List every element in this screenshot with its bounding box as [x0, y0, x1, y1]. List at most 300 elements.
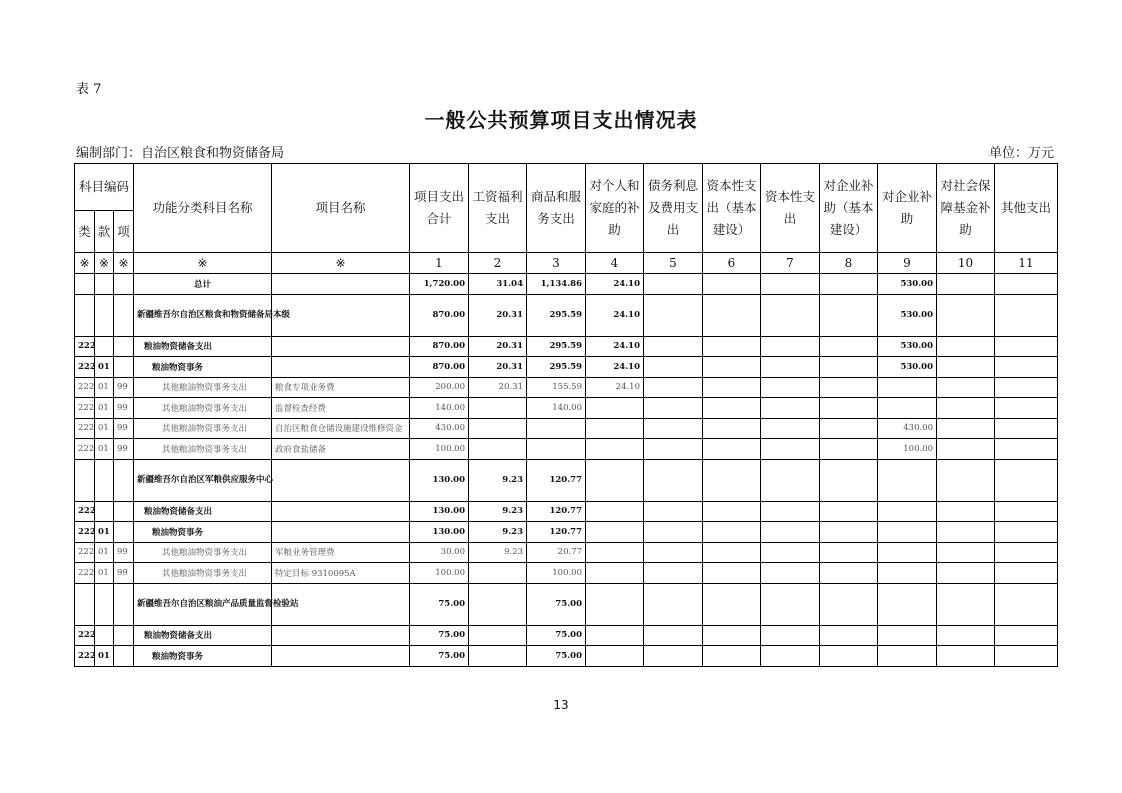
c4-cell: 24.10 — [586, 294, 644, 336]
c4-cell — [586, 439, 644, 460]
c10-cell — [937, 398, 995, 419]
c6-cell — [703, 377, 761, 398]
mark-cell: ※ — [272, 253, 410, 274]
c9-cell — [878, 583, 937, 625]
table-row — [75, 501, 1058, 522]
c5-cell — [644, 398, 703, 419]
c10-cell — [937, 625, 995, 646]
kuan-cell: 01 — [95, 398, 114, 419]
c6-cell — [703, 501, 761, 522]
c1-cell: 130.00 — [410, 522, 469, 543]
c11-cell — [995, 274, 1058, 295]
c11-cell — [995, 336, 1058, 357]
colnum-cell: 3 — [527, 253, 586, 274]
lei-cell: 222 — [75, 357, 95, 378]
c6-cell — [703, 294, 761, 336]
c3-cell: 295.59 — [527, 294, 586, 336]
c1-cell: 130.00 — [410, 501, 469, 522]
c3-cell: 100.00 — [527, 563, 586, 584]
c2-cell: 9.23 — [469, 542, 527, 563]
c5-cell — [644, 542, 703, 563]
col10-header: 对社会保障基金补助 — [937, 164, 995, 253]
colnum-cell: 5 — [644, 253, 703, 274]
colnum-cell: 1 — [410, 253, 469, 274]
project-name-cell — [272, 522, 410, 543]
table-row — [75, 357, 1058, 378]
c6-cell — [703, 336, 761, 357]
c8-cell — [820, 646, 878, 667]
table-row — [75, 294, 1058, 336]
c6-cell — [703, 274, 761, 295]
department-label: 编制部门：自治区粮食和物资储备局 — [76, 146, 285, 161]
project-name-cell: 自治区粮食仓储设施建设维修资金 — [272, 418, 410, 439]
lei-cell: 222 — [75, 625, 95, 646]
c3-cell: 1,134.86 — [527, 274, 586, 295]
c3-cell: 75.00 — [527, 583, 586, 625]
func-name-cell: 粮油物资储备支出 — [134, 336, 272, 357]
table-row — [75, 398, 1058, 419]
c9-cell — [878, 646, 937, 667]
mark-cell: ※ — [95, 253, 114, 274]
kuan-cell — [95, 459, 114, 501]
project-name-cell — [272, 336, 410, 357]
func-name-header: 功能分类科目名称 — [134, 164, 272, 253]
func-name-cell: 其他粮油物资事务支出 — [134, 398, 272, 419]
table-row — [75, 377, 1058, 398]
func-name-cell: 其他粮油物资事务支出 — [134, 418, 272, 439]
c11-cell — [995, 357, 1058, 378]
c7-cell — [761, 646, 820, 667]
c6-cell — [703, 542, 761, 563]
colnum-cell: 11 — [995, 253, 1058, 274]
c3-cell: 155.59 — [527, 377, 586, 398]
c4-cell — [586, 501, 644, 522]
xiang-cell — [114, 522, 134, 543]
c1-cell: 75.00 — [410, 646, 469, 667]
colnum-cell: 6 — [703, 253, 761, 274]
kuan-cell: 01 — [95, 418, 114, 439]
project-name-cell: 特定目标 9310095A — [272, 563, 410, 584]
c7-cell — [761, 583, 820, 625]
c8-cell — [820, 542, 878, 563]
c2-cell — [469, 439, 527, 460]
c9-cell — [878, 459, 937, 501]
c9-cell — [878, 522, 937, 543]
colnum-cell: 4 — [586, 253, 644, 274]
c11-cell — [995, 398, 1058, 419]
c1-cell: 870.00 — [410, 357, 469, 378]
colnum-cell: 10 — [937, 253, 995, 274]
c11-cell — [995, 377, 1058, 398]
kuan-cell — [95, 274, 114, 295]
c2-cell — [469, 418, 527, 439]
c6-cell — [703, 398, 761, 419]
c4-cell — [586, 522, 644, 543]
func-name-cell: 其他粮油物资事务支出 — [134, 563, 272, 584]
c4-cell — [586, 563, 644, 584]
c11-cell — [995, 294, 1058, 336]
lei-cell: 222 — [75, 398, 95, 419]
c11-cell — [995, 542, 1058, 563]
c4-cell — [586, 398, 644, 419]
func-name-cell: 粮油物资储备支出 — [134, 501, 272, 522]
kuan-cell: 01 — [95, 646, 114, 667]
c8-cell — [820, 336, 878, 357]
c9-cell: 530.00 — [878, 336, 937, 357]
c2-cell: 9.23 — [469, 522, 527, 543]
c7-cell — [761, 501, 820, 522]
c9-cell — [878, 501, 937, 522]
c5-cell — [644, 439, 703, 460]
c8-cell — [820, 294, 878, 336]
c2-cell: 9.23 — [469, 501, 527, 522]
xiang-header: 项 — [114, 211, 134, 253]
c8-cell — [820, 563, 878, 584]
lei-cell: 222 — [75, 336, 95, 357]
lei-cell — [75, 274, 95, 295]
col8-header: 对企业补助（基本建设） — [820, 164, 878, 253]
c10-cell — [937, 646, 995, 667]
func-name-cell: 新疆维吾尔自治区军粮供应服务中心 — [134, 459, 272, 501]
c5-cell — [644, 625, 703, 646]
project-name-cell: 政府食盐储备 — [272, 439, 410, 460]
c6-cell — [703, 583, 761, 625]
xiang-cell: 99 — [114, 418, 134, 439]
xiang-cell — [114, 501, 134, 522]
xiang-cell — [114, 583, 134, 625]
project-name-cell — [272, 294, 410, 336]
c6-cell — [703, 522, 761, 543]
func-name-cell: 新疆维吾尔自治区粮油产品质量监督检验站 — [134, 583, 272, 625]
c1-cell: 1,720.00 — [410, 274, 469, 295]
c10-cell — [937, 583, 995, 625]
xiang-cell: 99 — [114, 542, 134, 563]
c6-cell — [703, 418, 761, 439]
c4-cell: 24.10 — [586, 274, 644, 295]
c1-cell: 30.00 — [410, 542, 469, 563]
kuan-cell: 01 — [95, 377, 114, 398]
c7-cell — [761, 274, 820, 295]
c1-cell: 75.00 — [410, 583, 469, 625]
c11-cell — [995, 583, 1058, 625]
c7-cell — [761, 439, 820, 460]
c2-cell — [469, 563, 527, 584]
project-name-cell — [272, 501, 410, 522]
c8-cell — [820, 418, 878, 439]
lei-cell: 222 — [75, 646, 95, 667]
func-name-cell: 其他粮油物资事务支出 — [134, 439, 272, 460]
c10-cell — [937, 439, 995, 460]
c4-cell: 24.10 — [586, 357, 644, 378]
c4-cell — [586, 583, 644, 625]
c8-cell — [820, 439, 878, 460]
c10-cell — [937, 274, 995, 295]
table-row — [75, 459, 1058, 501]
c11-cell — [995, 522, 1058, 543]
kuan-cell: 01 — [95, 563, 114, 584]
project-name-cell — [272, 459, 410, 501]
func-name-cell: 其他粮油物资事务支出 — [134, 377, 272, 398]
c5-cell — [644, 377, 703, 398]
c3-cell: 295.59 — [527, 357, 586, 378]
c6-cell — [703, 357, 761, 378]
mark-cell: ※ — [134, 253, 272, 274]
c10-cell — [937, 357, 995, 378]
xiang-cell — [114, 294, 134, 336]
column-number-row — [75, 253, 1058, 274]
lei-cell: 222 — [75, 439, 95, 460]
kuan-cell — [95, 583, 114, 625]
c11-cell — [995, 563, 1058, 584]
c4-cell — [586, 646, 644, 667]
kuan-cell — [95, 294, 114, 336]
project-name-cell — [272, 625, 410, 646]
c1-cell: 200.00 — [410, 377, 469, 398]
c10-cell — [937, 501, 995, 522]
col3-header: 商品和服务支出 — [527, 164, 586, 253]
page-number: 13 — [553, 698, 569, 712]
c7-cell — [761, 357, 820, 378]
c9-cell — [878, 377, 937, 398]
c10-cell — [937, 542, 995, 563]
c1-cell: 100.00 — [410, 439, 469, 460]
c2-cell — [469, 625, 527, 646]
c11-cell — [995, 459, 1058, 501]
xiang-cell — [114, 357, 134, 378]
kuan-cell — [95, 625, 114, 646]
col11-header: 其他支出 — [995, 164, 1058, 253]
project-name-cell — [272, 646, 410, 667]
colnum-cell: 8 — [820, 253, 878, 274]
c7-cell — [761, 377, 820, 398]
c3-cell: 20.77 — [527, 542, 586, 563]
func-name-cell: 粮油物资事务 — [134, 646, 272, 667]
c9-cell — [878, 398, 937, 419]
lei-header: 类 — [75, 211, 95, 253]
kuan-cell — [95, 501, 114, 522]
c4-cell — [586, 418, 644, 439]
table-row — [75, 418, 1058, 439]
table-row — [75, 563, 1058, 584]
lei-cell: 222 — [75, 418, 95, 439]
col6-header: 资本性支出（基本建设） — [703, 164, 761, 253]
table-row — [75, 583, 1058, 625]
table-row — [75, 522, 1058, 543]
c5-cell — [644, 646, 703, 667]
c4-cell — [586, 542, 644, 563]
c10-cell — [937, 522, 995, 543]
c5-cell — [644, 336, 703, 357]
col1-header: 项目支出合计 — [410, 164, 469, 253]
col7-header: 资本性支出 — [761, 164, 820, 253]
c11-cell — [995, 501, 1058, 522]
page-title: 一般公共预算项目支出情况表 — [424, 108, 698, 132]
c3-cell: 295.59 — [527, 336, 586, 357]
lei-cell: 222 — [75, 501, 95, 522]
lei-cell: 222 — [75, 377, 95, 398]
c11-cell — [995, 439, 1058, 460]
c5-cell — [644, 583, 703, 625]
c7-cell — [761, 625, 820, 646]
lei-cell — [75, 459, 95, 501]
c2-cell: 20.31 — [469, 377, 527, 398]
c11-cell — [995, 418, 1058, 439]
func-name-cell: 总计 — [134, 274, 272, 295]
xiang-cell — [114, 336, 134, 357]
c2-cell: 31.04 — [469, 274, 527, 295]
project-name-cell — [272, 357, 410, 378]
c3-cell: 140.00 — [527, 398, 586, 419]
c1-cell: 130.00 — [410, 459, 469, 501]
c8-cell — [820, 377, 878, 398]
func-name-cell: 粮油物资储备支出 — [134, 625, 272, 646]
c1-cell: 870.00 — [410, 294, 469, 336]
kuan-cell: 01 — [95, 522, 114, 543]
c6-cell — [703, 625, 761, 646]
c5-cell — [644, 274, 703, 295]
c8-cell — [820, 501, 878, 522]
colnum-cell: 9 — [878, 253, 937, 274]
xiang-cell — [114, 459, 134, 501]
c6-cell — [703, 646, 761, 667]
c8-cell — [820, 625, 878, 646]
c2-cell — [469, 398, 527, 419]
c4-cell: 24.10 — [586, 377, 644, 398]
c7-cell — [761, 294, 820, 336]
c5-cell — [644, 501, 703, 522]
c3-cell: 75.00 — [527, 625, 586, 646]
project-name-cell: 监督检查经费 — [272, 398, 410, 419]
project-name-header: 项目名称 — [272, 164, 410, 253]
c8-cell — [820, 357, 878, 378]
c5-cell — [644, 459, 703, 501]
budget-table — [74, 163, 1058, 667]
c7-cell — [761, 542, 820, 563]
lei-cell — [75, 294, 95, 336]
xiang-cell — [114, 625, 134, 646]
c4-cell — [586, 459, 644, 501]
c10-cell — [937, 563, 995, 584]
c2-cell: 20.31 — [469, 294, 527, 336]
kuan-cell: 01 — [95, 439, 114, 460]
kuan-header: 款 — [95, 211, 114, 253]
c2-cell — [469, 583, 527, 625]
table-row — [75, 625, 1058, 646]
col9-header: 对企业补助 — [878, 164, 937, 253]
c1-cell: 140.00 — [410, 398, 469, 419]
c10-cell — [937, 459, 995, 501]
unit-label: 单位：万元 — [988, 146, 1054, 161]
xiang-cell: 99 — [114, 398, 134, 419]
c2-cell: 9.23 — [469, 459, 527, 501]
table-row — [75, 439, 1058, 460]
c1-cell: 870.00 — [410, 336, 469, 357]
c3-cell: 120.77 — [527, 522, 586, 543]
c1-cell: 75.00 — [410, 625, 469, 646]
c7-cell — [761, 398, 820, 419]
table-row — [75, 646, 1058, 667]
c6-cell — [703, 563, 761, 584]
xiang-cell — [114, 646, 134, 667]
c3-cell — [527, 418, 586, 439]
c9-cell: 530.00 — [878, 274, 937, 295]
kuan-cell — [95, 336, 114, 357]
col4-header: 对个人和家庭的补助 — [586, 164, 644, 253]
colnum-cell: 7 — [761, 253, 820, 274]
table-row — [75, 336, 1058, 357]
c9-cell: 530.00 — [878, 294, 937, 336]
c2-cell: 20.31 — [469, 357, 527, 378]
c9-cell: 100.00 — [878, 439, 937, 460]
c1-cell: 430.00 — [410, 418, 469, 439]
kuan-cell: 01 — [95, 542, 114, 563]
c4-cell — [586, 625, 644, 646]
c5-cell — [644, 357, 703, 378]
c11-cell — [995, 625, 1058, 646]
c3-cell: 120.77 — [527, 459, 586, 501]
c2-cell: 20.31 — [469, 336, 527, 357]
c10-cell — [937, 294, 995, 336]
c8-cell — [820, 398, 878, 419]
c9-cell — [878, 563, 937, 584]
c2-cell — [469, 646, 527, 667]
c6-cell — [703, 439, 761, 460]
c10-cell — [937, 418, 995, 439]
c9-cell: 530.00 — [878, 357, 937, 378]
func-name-cell: 粮油物资事务 — [134, 522, 272, 543]
xiang-cell: 99 — [114, 439, 134, 460]
table-row — [75, 274, 1058, 295]
col2-header: 工资福利支出 — [469, 164, 527, 253]
c8-cell — [820, 522, 878, 543]
c7-cell — [761, 522, 820, 543]
c3-cell: 120.77 — [527, 501, 586, 522]
mark-cell: ※ — [75, 253, 95, 274]
c9-cell — [878, 542, 937, 563]
table-row — [75, 542, 1058, 563]
kuan-cell: 01 — [95, 357, 114, 378]
c11-cell — [995, 646, 1058, 667]
c8-cell — [820, 274, 878, 295]
col5-header: 债务利息及费用支出 — [644, 164, 703, 253]
c10-cell — [937, 377, 995, 398]
c1-cell: 100.00 — [410, 563, 469, 584]
c9-cell: 430.00 — [878, 418, 937, 439]
subject-code-header: 科目编码 — [75, 164, 134, 211]
xiang-cell: 99 — [114, 377, 134, 398]
xiang-cell — [114, 274, 134, 295]
c8-cell — [820, 583, 878, 625]
lei-cell — [75, 583, 95, 625]
func-name-cell: 粮油物资事务 — [134, 357, 272, 378]
lei-cell: 222 — [75, 563, 95, 584]
c7-cell — [761, 459, 820, 501]
lei-cell: 222 — [75, 522, 95, 543]
c4-cell: 24.10 — [586, 336, 644, 357]
c3-cell: 75.00 — [527, 646, 586, 667]
c3-cell — [527, 439, 586, 460]
c6-cell — [703, 459, 761, 501]
c5-cell — [644, 294, 703, 336]
project-name-cell — [272, 274, 410, 295]
func-name-cell: 其他粮油物资事务支出 — [134, 542, 272, 563]
c7-cell — [761, 418, 820, 439]
table-number: 表 7 — [76, 82, 102, 97]
xiang-cell: 99 — [114, 563, 134, 584]
func-name-cell: 新疆维吾尔自治区粮食和物资储备局本级 — [134, 294, 272, 336]
c8-cell — [820, 459, 878, 501]
c5-cell — [644, 522, 703, 543]
